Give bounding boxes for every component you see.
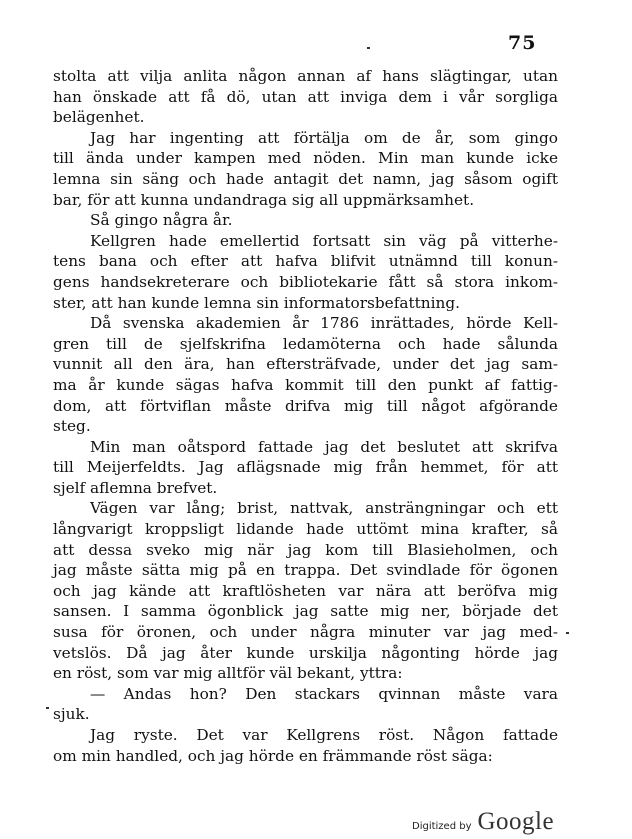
text-line: stolta att vilja anlita någon annan af hans slägtingar, utan bbox=[53, 67, 558, 85]
text-line: och jag kände att kraftlösheten var nära att beröfva mig bbox=[53, 581, 558, 600]
text-line: jag måste sätta mig på en trappa. Det svindlade för ögonen bbox=[53, 561, 558, 580]
text-line: Då svenska akademien år 1786 inrättades, hörde Kell- bbox=[90, 314, 558, 333]
digitization-watermark bbox=[412, 808, 554, 836]
text-line: gren till de sjelfskrifna ledamöterna och hade sålunda bbox=[53, 334, 558, 353]
text-line: till Meijerfeldts. Jag aflägsnade mig från hemmet, för att bbox=[53, 458, 558, 477]
text-line: Kellgren hade emellertid fortsatt sin väg på vitterhe- bbox=[90, 231, 558, 250]
text-line: sjelf aflemna brefvet. bbox=[53, 478, 218, 497]
text-line: sansen. I samma ögonblick jag satte mig ner, började det bbox=[53, 602, 558, 621]
text-line: gens handsekreterare och bibliotekarie fått så stora inkom- bbox=[53, 272, 558, 291]
text-line: susa för öronen, och under några minuter var jag med- bbox=[53, 623, 558, 642]
text-line: Jag ryste. Det var Kellgrens röst. Någon fattade bbox=[90, 726, 558, 744]
watermark-prefix: Digitized by bbox=[412, 821, 472, 832]
text-line: om min handled, och jag hörde en främmande röst säga: bbox=[53, 746, 493, 765]
text-line: tens bana och efter att hafva blifvit utnämnd till konun- bbox=[53, 252, 558, 271]
stray-ink-mark bbox=[46, 707, 49, 709]
text-line: Så gingo några år. bbox=[90, 211, 233, 230]
text-line: bar, för att kunna undandraga sig all uppmärksamhet. bbox=[53, 190, 475, 209]
text-line: långvarigt kroppsligt lidande hade uttömt mina krafter, så bbox=[53, 520, 558, 539]
text-line: Min man oåtspord fattade jag det beslutet att skrifva bbox=[90, 437, 558, 456]
text-line: steg. bbox=[53, 417, 91, 436]
text-line: till ända under kampen med nöden. Min man kunde icke bbox=[53, 149, 558, 168]
text-line: sjuk. bbox=[53, 705, 90, 724]
text-line: han önskade att få dö, utan att inviga dem i vår sorgliga bbox=[53, 87, 558, 106]
text-line: ster, att han kunde lemna sin informatorsbefattning. bbox=[53, 293, 461, 312]
text-line: Vägen var lång; brist, nattvak, ansträngningar och ett bbox=[90, 499, 558, 518]
stray-ink-mark bbox=[566, 632, 569, 634]
text-line: — Andas hon? Den stackars qvinnan måste vara bbox=[90, 684, 558, 703]
text-line: att dessa sveko mig när jag kom till Blasieholmen, och bbox=[53, 540, 558, 559]
text-line: vunnit all den ära, han eftersträfvade, under det jag sam- bbox=[53, 355, 558, 374]
page-number: 75 bbox=[508, 32, 537, 54]
text-line: vetslös. Då jag åter kunde urskilja någonting hörde jag bbox=[53, 643, 558, 662]
text-line: Jag har ingenting att förtälja om de år, som gingo bbox=[90, 128, 558, 147]
text-line: ma år kunde sägas hafva kommit till den punkt af fattig- bbox=[53, 375, 558, 394]
stray-ink-mark bbox=[367, 47, 370, 49]
text-line: en röst, som var mig alltför väl bekant, yttra: bbox=[53, 664, 403, 683]
google-logo: Google bbox=[477, 808, 555, 835]
body-text bbox=[53, 66, 558, 766]
text-line: belägenhet. bbox=[53, 108, 145, 127]
text-line: dom, att förtviflan måste drifva mig till något afgörande bbox=[53, 396, 558, 415]
text-line: lemna sin säng och hade antagit det namn, jag såsom ogift bbox=[53, 169, 558, 188]
